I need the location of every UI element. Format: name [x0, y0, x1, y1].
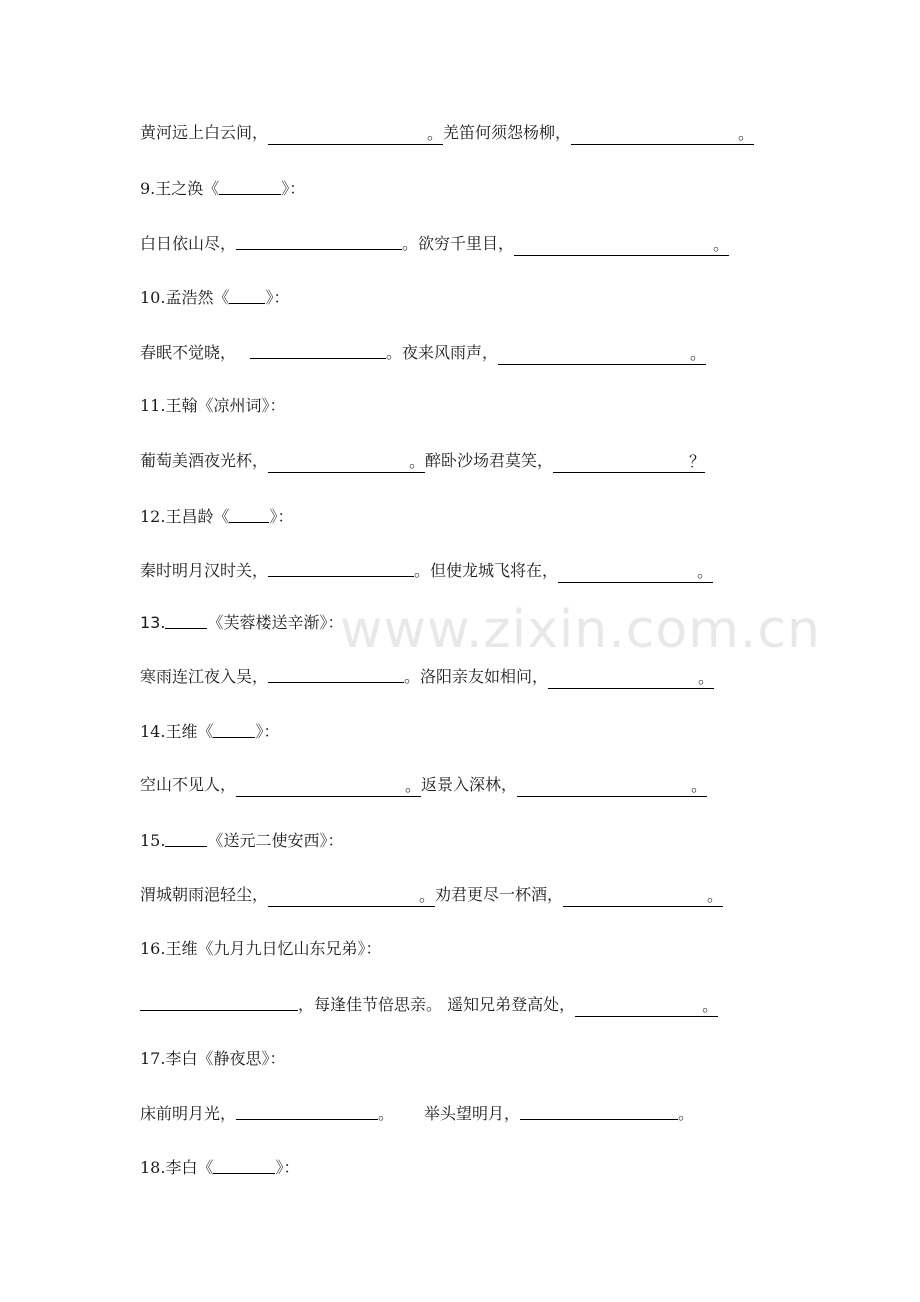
- blank-punct: 。: [698, 668, 715, 687]
- blank-punct: 。: [713, 235, 730, 254]
- blank-punct: 。: [409, 452, 426, 471]
- fill-blank[interactable]: [213, 1153, 275, 1174]
- line-text: 。: [678, 1104, 695, 1123]
- question-heading-13: [140, 607, 343, 637]
- heading-text: 15.: [140, 831, 166, 850]
- line-text: 床前明月光，: [140, 1104, 237, 1123]
- fill-blank[interactable]: [229, 283, 265, 304]
- question-heading-11: [140, 391, 285, 421]
- fill-blank[interactable]: [268, 556, 414, 577]
- line-text: 返景入深林，: [421, 775, 518, 794]
- poem-line-9: [140, 228, 729, 258]
- heading-text: 》：: [275, 1158, 300, 1177]
- line-text: 葡萄美酒夜光杯，: [140, 451, 269, 470]
- line-text: 渭城朝雨浥轻尘，: [140, 885, 269, 904]
- fill-blank[interactable]: [236, 229, 402, 250]
- fill-blank[interactable]: [236, 1099, 378, 1120]
- question-heading-17: [140, 1044, 285, 1074]
- fill-blank[interactable]: [553, 452, 705, 473]
- line-text: 。: [378, 1104, 395, 1123]
- fill-blank[interactable]: [250, 338, 386, 359]
- question-heading-15: [140, 825, 343, 855]
- heading-text: 》：: [281, 179, 306, 198]
- heading-text: 9.王之涣《: [140, 179, 220, 198]
- heading-text: 》：: [269, 507, 294, 526]
- fill-blank[interactable]: [268, 452, 425, 473]
- line-text: 。洛阳亲友如相问，: [404, 667, 549, 686]
- fill-blank[interactable]: [140, 990, 298, 1011]
- line-text: 空山不见人，: [140, 775, 237, 794]
- poem-line-10: [140, 337, 706, 367]
- line-text: 黄河远上白云间，: [140, 123, 269, 142]
- blank-punct: 。: [697, 562, 714, 581]
- heading-text: 14.王维《: [140, 722, 214, 741]
- fill-blank[interactable]: [268, 886, 435, 907]
- heading-text: 13.: [140, 613, 166, 632]
- line-text: 春眠不觉晓，: [140, 343, 237, 362]
- fill-blank[interactable]: [498, 344, 706, 365]
- fill-blank[interactable]: [213, 717, 255, 738]
- line-text: 举头望明月，: [424, 1104, 521, 1123]
- line-text: 。欲穷千里目，: [402, 234, 515, 253]
- fill-blank[interactable]: [517, 776, 707, 797]
- line-text: 白日依山尽，: [140, 234, 237, 253]
- poem-line-12: [140, 555, 713, 585]
- poem-line-17: [140, 1098, 694, 1128]
- blank-punct: 。: [707, 886, 724, 905]
- question-heading-18: [140, 1152, 299, 1182]
- blank-punct: 。: [419, 886, 436, 905]
- heading-text: 18.李白《: [140, 1158, 214, 1177]
- blank-punct: 。: [738, 124, 755, 143]
- poem-line-14: [140, 770, 707, 800]
- fill-blank[interactable]: [563, 886, 723, 907]
- heading-text: 11.王翰《凉州词》：: [140, 396, 286, 415]
- line-text: 劝君更尽一杯酒，: [435, 885, 564, 904]
- fill-blank[interactable]: [571, 124, 754, 145]
- question-heading-12: [140, 501, 293, 531]
- question-heading-16: [140, 934, 381, 964]
- poem-line-13: [140, 661, 714, 691]
- heading-text: 10.孟浩然《: [140, 288, 230, 307]
- heading-text: 》：: [265, 288, 290, 307]
- fill-blank[interactable]: [520, 1099, 678, 1120]
- poem-line-15: [140, 880, 723, 910]
- line-text: 。夜来风雨声，: [386, 343, 499, 362]
- poem-line-16: [140, 989, 718, 1019]
- blank-punct: 。: [405, 776, 422, 795]
- heading-text: 》：: [255, 722, 280, 741]
- line-text: 寒雨连江夜入吴，: [140, 667, 269, 686]
- fill-blank[interactable]: [558, 562, 713, 583]
- fill-blank[interactable]: [165, 826, 207, 847]
- blank-punct: ？: [689, 452, 706, 471]
- line-text: 羌笛何须怨杨柳，: [443, 123, 572, 142]
- poem-line-1: [140, 118, 754, 148]
- fill-blank[interactable]: [229, 502, 269, 523]
- fill-blank[interactable]: [514, 235, 729, 256]
- fill-blank[interactable]: [165, 608, 207, 629]
- fill-blank[interactable]: [268, 662, 404, 683]
- question-heading-10: [140, 282, 289, 312]
- fill-blank[interactable]: [548, 668, 714, 689]
- fill-blank[interactable]: [219, 174, 281, 195]
- blank-punct: 。: [427, 124, 444, 143]
- line-text: ，每逢佳节倍思亲。 遥知兄弟登高处，: [298, 995, 576, 1014]
- poem-line-11: [140, 446, 705, 476]
- heading-text: 16.王维《九月九日忆山东兄弟》：: [140, 939, 382, 958]
- question-heading-9: [140, 173, 305, 203]
- heading-text: 17.李白《静夜思》：: [140, 1049, 286, 1068]
- blank-punct: 。: [691, 776, 708, 795]
- fill-blank[interactable]: [236, 776, 421, 797]
- blank-punct: 。: [702, 996, 719, 1015]
- line-text: 醉卧沙场君莫笑，: [425, 451, 554, 470]
- fill-blank[interactable]: [575, 996, 718, 1017]
- question-heading-14: [140, 716, 279, 746]
- line-text: 秦时明月汉时关，: [140, 561, 269, 580]
- heading-text: 《芙蓉楼送辛渐》：: [207, 613, 344, 632]
- heading-text: 《送元二使安西》：: [207, 831, 344, 850]
- fill-blank[interactable]: [268, 124, 443, 145]
- watermark: www.zixin.com.cn: [340, 600, 821, 660]
- heading-text: 12.王昌龄《: [140, 507, 230, 526]
- blank-punct: 。: [690, 344, 707, 363]
- line-text: 。但使龙城飞将在，: [414, 561, 559, 580]
